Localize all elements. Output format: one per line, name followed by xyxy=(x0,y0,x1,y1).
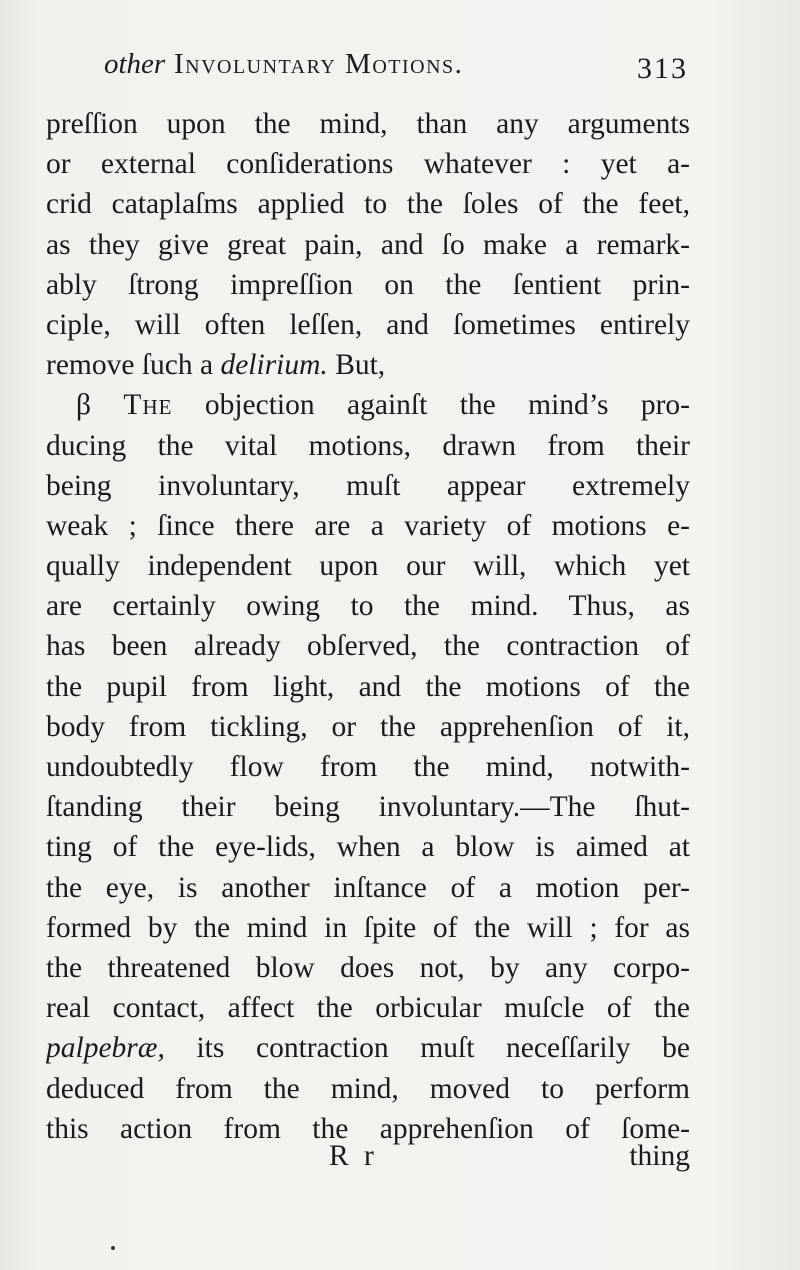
text-line: ducing the vital motions, drawn from their xyxy=(46,429,690,462)
italic-term: delirium. xyxy=(220,349,328,382)
text-line: crid cataplaſms applied to the ſoles of the feet, xyxy=(46,188,690,221)
text-line: being involuntary, muſt appear extremely xyxy=(46,469,690,502)
catchword: thing xyxy=(629,1140,690,1172)
text-line: the eye, is another inſtance of a motion per- xyxy=(46,871,690,904)
text-line: the threatened blow does not, by any corpo- xyxy=(46,951,690,984)
text-line: real contact, affect the orbicular muſcle of the xyxy=(46,992,690,1025)
text-line: formed by the mind in ſpite of the will ; for as xyxy=(46,911,690,944)
body-text xyxy=(46,104,690,1149)
running-head-title: Involuntary Motions. xyxy=(173,48,464,80)
text-line: has been already obſerved, the contraction of xyxy=(46,630,690,663)
text-line: ting of the eye-lids, when a blow is aimed at xyxy=(46,831,690,864)
text-line: ciple, will often leſſen, and ſometimes entirely xyxy=(46,308,690,341)
text-line: undoubtedly flow from the mind, notwith- xyxy=(46,751,690,783)
text-line: this action from the apprehenſion of ſome- xyxy=(46,1112,690,1145)
text-line: or external conſiderations whatever : yet a- xyxy=(46,148,690,181)
paper-speck xyxy=(111,1246,115,1250)
running-head-italic: other xyxy=(104,48,166,80)
signature-mark: R r xyxy=(329,1140,378,1172)
text-line: body from tickling, or the apprehenſion of it, xyxy=(46,710,690,743)
page-number: 313 xyxy=(637,52,688,85)
text-line: weak ; ſince there are a variety of motions e- xyxy=(46,509,690,542)
page-footer xyxy=(46,1140,690,1180)
text-line: palpebræ, its contraction muſt neceſſarily be xyxy=(46,1032,690,1065)
text-line: remove ſuch a delirium. But, xyxy=(46,349,386,382)
text-line: the pupil from light, and the motions of the xyxy=(46,670,690,703)
italic-term: palpebræ, xyxy=(46,1032,165,1065)
text-line: deduced from the mind, moved to perform xyxy=(46,1072,690,1105)
text-line: preſſion upon the mind, than any arguments xyxy=(46,108,690,140)
text-line: ſtanding their being involuntary.—The ſhut- xyxy=(46,791,690,824)
paragraph-lead-word: The xyxy=(123,389,173,422)
text-line: ably ſtrong impreſſion on the ſentient prin- xyxy=(46,268,690,301)
running-head xyxy=(104,48,463,81)
text-line: are certainly owing to the mind. Thus, as xyxy=(46,590,690,623)
text-line: as they give great pain, and ſo make a remark- xyxy=(46,228,690,261)
text-line: qually independent upon our will, which yet xyxy=(46,550,690,583)
page-header xyxy=(104,48,688,88)
paragraph-start-line: β The objection againſt the mind’s pro- xyxy=(76,389,690,422)
